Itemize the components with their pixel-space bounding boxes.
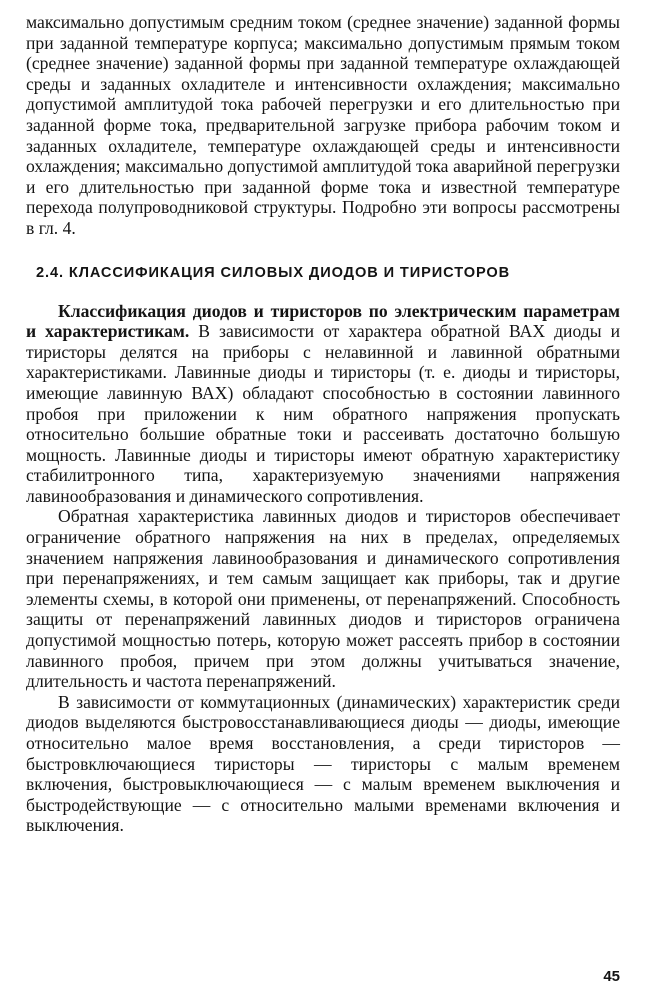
paragraph-classification xyxy=(26,301,620,507)
paragraph-text: В зависимости от характера обратной ВАХ диоды и тиристоры делятся на приборы с нелавинной и лавинной обратными характеристиками. Лавинные диоды и тиристоры (т. е. диоды и тиристоры, имеющие лавинную ВАХ) обладают способностью в состоянии лавинного пробоя при приложении к ним обратного напряжения пропускать относительно большие обратные токи и рассеивать достаточно большую мощность. Лавинные диоды и тиристоры имеют обратную характеристику стабилитронного типа, характеризуемую значениями напряжения лавинообразования и динамического сопротивления. xyxy=(26,321,620,506)
paragraph-avalanche: Обратная характеристика лавинных диодов и тиристоров обеспечивает ограничение обратного напряжения на них в пределах, определяемых значением напряжения лавинообразования и динамического сопротивления при перенапряжениях, и тем самым защищает как приборы, так и другие элементы схемы, в которой они применены, от перенапряжений. Способность защиты от перенапряжений лавинных диодов и тиристоров ограничена допустимой мощностью потерь, которую может рассеять прибор в состоянии лавинного пробоя, причем при этом должны учитываться значение, длительность и частота перенапряжений. xyxy=(26,506,620,692)
page-body xyxy=(26,12,620,836)
opening-paragraph: максимально допустимым средним током (среднее значение) заданной формы при заданной температуре корпуса; максимально допустимым прямым током (среднее значение) заданной формы при заданной температуре охлаждающей среды и заданных охладителе и интенсивности охлаждения; максимально допустимой амплитудой тока рабочей перегрузки и его длительностью при заданной форме тока, предварительной загрузке прибора рабочим током и заданных охладителе, температуре охлаждающей среды и интенсивности охлаждения; максимально допустимой амплитудой тока аварийной перегрузки и его длительностью при заданной форме тока и известной температуре перехода полупроводниковой структуры. Подробно эти вопросы рассмотрены в гл. 4. xyxy=(26,12,620,238)
section-heading: 2.4. КЛАССИФИКАЦИЯ СИЛОВЫХ ДИОДОВ И ТИРИСТОРОВ xyxy=(36,264,511,281)
paragraph-lead: Классификация диодов и тиристоров по электрическим параметрам и характеристикам. xyxy=(26,300,620,342)
page-number: 45 xyxy=(603,968,620,985)
paragraph-switching: В зависимости от коммутационных (динамических) характеристик среди диодов выделяются быстровосстанавливающиеся диоды — диоды, имеющие относительно малое время восстановления, а среди тиристоров — быстровключающиеся тиристоры — тиристоры с малым временем включения, быстровыключающиеся — с малым временем выключения и быстродействующие — с относительно малыми временами включения и выключения. xyxy=(26,691,620,836)
